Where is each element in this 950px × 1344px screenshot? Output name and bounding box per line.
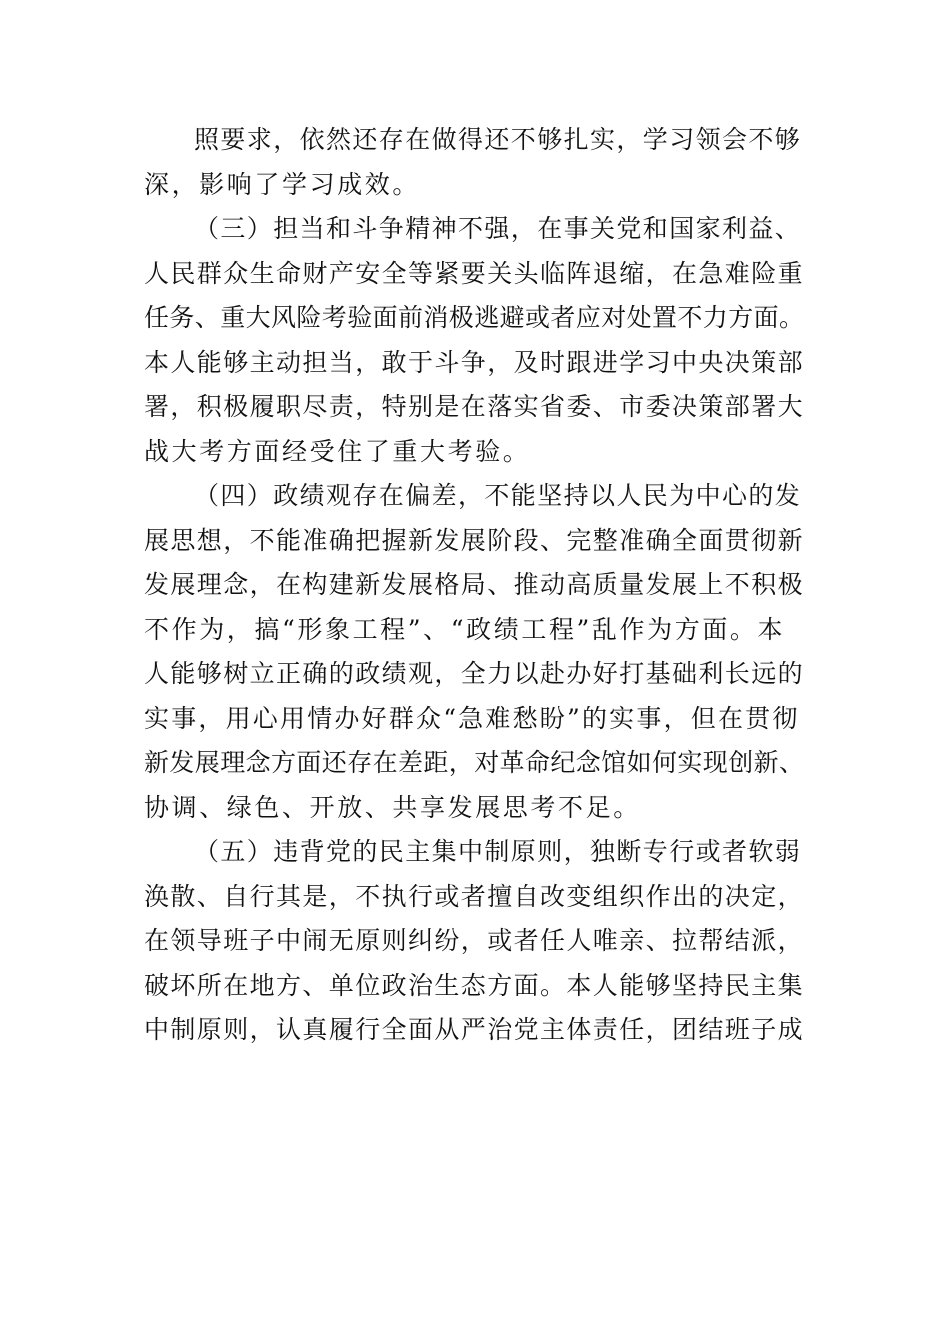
text-line: 署，积极履职尽责，特别是在落实省委、市委决策部署大: [144, 392, 805, 421]
text-line: 深，影响了学习成效。: [144, 169, 421, 199]
text-line: 实事，用心用情办好群众“急难愁盼”的实事，但在贯彻: [144, 703, 800, 733]
text-line: 照要求，依然还存在做得还不够扎实，学习领会不够: [194, 125, 802, 154]
text-line: （三）担当和斗争精神不强，在事关党和国家利益、: [194, 214, 802, 243]
text-line: 中制原则，认真履行全面从严治党主体责任，团结班子成: [144, 1015, 805, 1044]
text-line: 在领导班子中闹无原则纠纷，或者任人唯亲、拉帮结派，: [144, 926, 805, 955]
text-line: 展思想，不能准确把握新发展阶段、完整准确全面贯彻新: [144, 525, 805, 555]
text-line: 任务、重大风险考验面前消极逃避或者应对处置不力方面。: [144, 303, 805, 332]
text-line: 不作为，搞“形象工程”、“政绩工程”乱作为方面。本: [144, 614, 786, 644]
text-line: 人民群众生命财产安全等紧要关头临阵退缩，在急难险重: [144, 258, 805, 288]
document-body: [144, 118, 804, 1053]
text-line: （四）政绩观存在偏差，不能坚持以人民为中心的发: [194, 481, 802, 510]
text-line: 发展理念，在构建新发展格局、推动高质量发展上不积极: [144, 570, 805, 599]
text-line: 本人能够主动担当，敢于斗争，及时跟进学习中央决策部: [144, 347, 805, 377]
text-line: 涣散、自行其是，不执行或者擅自改变组织作出的决定，: [144, 881, 805, 911]
text-line: 破坏所在地方、单位政治生态方面。本人能够坚持民主集: [144, 970, 805, 1000]
text-line: 协调、绿色、开放、共享发展思考不足。: [144, 792, 641, 822]
text-line: 新发展理念方面还存在差距，对革命纪念馆如何实现创新、: [144, 748, 805, 777]
text-line: 人能够树立正确的政绩观，全力以赴办好打基础利长远的: [144, 659, 805, 688]
text-line: （五）违背党的民主集中制原则，独断专行或者软弱: [194, 837, 802, 866]
text-line: 战大考方面经受住了重大考验。: [144, 436, 531, 466]
